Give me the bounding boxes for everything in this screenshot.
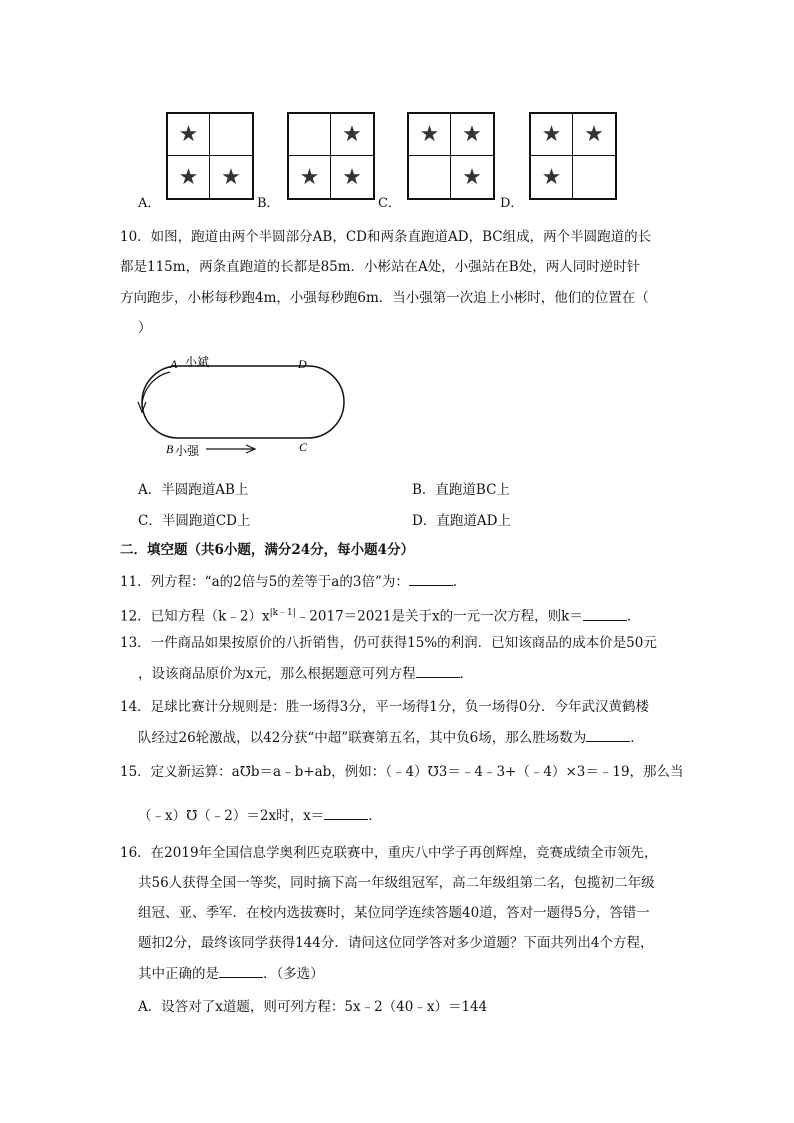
q12 bbox=[120, 603, 640, 627]
q12-text-mid: ﹣2017＝2021是关于x的一元一次方程，则k＝ bbox=[295, 608, 583, 625]
q11 bbox=[120, 571, 466, 592]
grid-cell bbox=[409, 156, 451, 198]
runner-b-label: 小强 bbox=[175, 444, 200, 458]
q16-text: 其中正确的是 bbox=[138, 966, 219, 982]
q11-text: 11．列方程：“a的2倍与5的差等于a的3倍”为： bbox=[120, 574, 409, 590]
q10-line1: 10．如图，跑道由两个半圆部分AB，CD和两条直跑道AD，BC组成，两个半圆跑道的长 bbox=[120, 229, 652, 245]
star-icon: ★ bbox=[531, 114, 573, 156]
q13-line1: 13．一件商品如果按原价的八折销售，仍可获得15%的利润．已知该商品的成本价是50元 bbox=[120, 635, 657, 651]
q10-line4: ） bbox=[138, 320, 152, 336]
point-d-label: D bbox=[298, 357, 307, 371]
q16-line4: 题扣2分，最终该同学获得144分．请问这位同学答对多少道题？下面共列出4个方程， bbox=[138, 935, 654, 951]
q10-option-b: B．直跑道BC上 bbox=[412, 482, 510, 498]
q14-text: 队经过26轮激战，以42分获“中超”联赛第五名，其中负6场，那么胜场数为 bbox=[138, 730, 587, 746]
q14-line1: 14．足球比赛计分规则是：胜一场得3分，平一场得1分，负一场得0分．今年武汉黄鹤楼 bbox=[120, 699, 649, 715]
star-icon: ★ bbox=[342, 164, 362, 190]
grid-cell bbox=[210, 114, 252, 156]
q13-text: ，设该商品原价为x元，那么根据题意可列方程 bbox=[138, 666, 416, 682]
option-b-label: B． bbox=[257, 196, 280, 211]
option-d-grid bbox=[529, 112, 617, 200]
q10-option-a: A．半圆跑道AB上 bbox=[138, 482, 249, 498]
q10-option-d: D．直跑道AD上 bbox=[412, 513, 511, 529]
point-b-label: B bbox=[166, 442, 174, 456]
point-c-label: C bbox=[299, 440, 308, 454]
q16-line2: 共56人获得全国一等奖，同时摘下高一年级组冠军，高二年级组第二名，包揽初二年级 bbox=[138, 875, 655, 891]
grid-cell bbox=[289, 114, 331, 156]
runner-a-label: 小斌 bbox=[185, 355, 210, 369]
option-b-grid bbox=[287, 112, 375, 200]
q10-line2: 都是115m，两条直跑道的长都是85m．小彬站在A处，小强站在B处，两人同时逆时针 bbox=[120, 259, 641, 275]
q12-text: 12．已知方程（k﹣2）x bbox=[120, 608, 270, 625]
star-icon: ★ bbox=[462, 164, 482, 190]
answer-blank bbox=[586, 727, 630, 742]
option-d-label: D． bbox=[500, 196, 524, 211]
star-icon: ★ bbox=[221, 164, 241, 190]
point-a-label: A bbox=[170, 357, 178, 371]
q14-end: ． bbox=[630, 730, 644, 746]
section2-title: 二．填空题（共6小题，满分24分，每小题4分） bbox=[120, 542, 415, 558]
answer-blank bbox=[416, 663, 460, 678]
track-diagram bbox=[130, 352, 350, 462]
answer-blank bbox=[219, 963, 263, 978]
q12-end: ． bbox=[626, 608, 641, 625]
q16-line1: 16．在2019年全国信息学奥利匹克联赛中，重庆八中学子再创辉煌，竞赛成绩全市领先， bbox=[120, 845, 658, 861]
answer-blank bbox=[324, 805, 368, 820]
star-icon: ★ bbox=[531, 156, 573, 198]
option-c-label: C． bbox=[378, 196, 401, 211]
star-icon: ★ bbox=[289, 156, 331, 198]
grid-cell bbox=[573, 156, 615, 198]
q16-line5 bbox=[138, 963, 324, 984]
q11-end: ． bbox=[452, 574, 467, 590]
q10-line3: 方向跑步，小彬每秒跑4m，小强每秒跑6m．当小强第一次追上小彬时，他们的位置在（ bbox=[120, 290, 649, 306]
q16-line3: 组冠、亚、季军．在校内选拔赛时，某位同学连续答题40道，答对一题得5分，答错一 bbox=[138, 905, 650, 921]
answer-blank bbox=[409, 571, 453, 586]
q13-end: ． bbox=[459, 666, 474, 682]
star-icon: ★ bbox=[573, 114, 615, 156]
q13-line2 bbox=[138, 663, 473, 684]
q15-line2 bbox=[138, 805, 382, 826]
answer-blank bbox=[583, 606, 627, 621]
q10-option-c: C．半圆跑道CD上 bbox=[138, 513, 251, 529]
q15-end: ． bbox=[368, 808, 382, 824]
star-icon: ★ bbox=[409, 114, 451, 156]
q12-exponent: |k﹣1| bbox=[269, 608, 296, 618]
option-c-grid bbox=[407, 112, 495, 200]
track-outline bbox=[142, 366, 344, 438]
q15-line1: 15．定义新运算：a℧b＝a﹣b+ab，例如：（﹣4）℧3＝﹣4﹣3+（﹣4）×3＝﹣19，那么当 bbox=[120, 764, 684, 780]
option-a-grid bbox=[166, 112, 254, 200]
q14-line2 bbox=[138, 727, 644, 748]
star-icon: ★ bbox=[451, 114, 493, 156]
q16-option-a: A．设答对了x道题，则可列方程：5x﹣2（40﹣x）＝144 bbox=[138, 999, 488, 1015]
star-icon: ★ bbox=[168, 114, 210, 156]
star-icon: ★ bbox=[331, 114, 373, 156]
q16-end: ．（多选） bbox=[263, 966, 324, 982]
q15-text: （﹣x）℧（﹣2）＝2x时，x＝ bbox=[138, 808, 325, 824]
option-a-label: A． bbox=[138, 196, 161, 211]
star-icon: ★ bbox=[168, 156, 210, 198]
